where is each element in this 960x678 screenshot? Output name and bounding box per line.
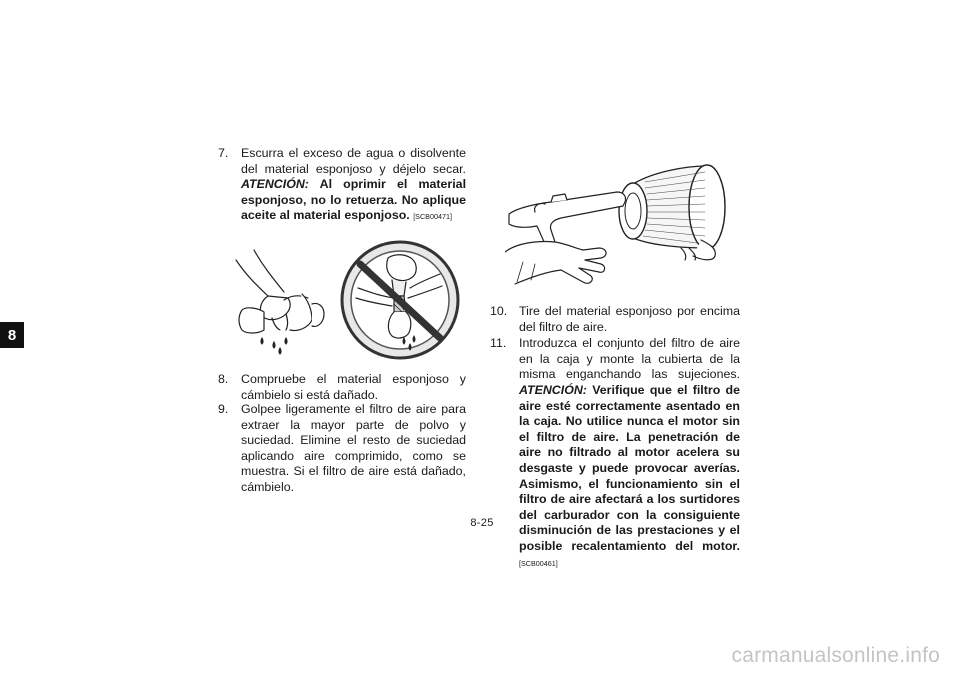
step-7	[218, 146, 466, 225]
step-10	[490, 304, 740, 335]
squeeze-hands-icon	[236, 250, 324, 354]
step-body	[519, 336, 740, 571]
step-body: Compruebe el material esponjoso y cámbielo si está dañado.	[241, 372, 466, 402]
warning-text: Al oprimir el material esponjoso, no lo retuerza. No aplique aceite al material esponjoso.	[241, 177, 467, 223]
warning-label: ATENCIÓN:	[241, 177, 309, 192]
step-number: 8.	[218, 372, 229, 386]
air-filter-cleaning-illustration	[505, 152, 745, 294]
step-number: 9.	[218, 402, 229, 416]
step-number: 11.	[490, 336, 507, 351]
chapter-tab: 8	[0, 322, 24, 348]
page-number: 8-25	[470, 517, 494, 529]
step-number: 7.	[218, 146, 229, 160]
step-text: Escurra el exceso de agua o disolvente del material esponjoso y déjelo secar.	[241, 146, 466, 176]
step-number: 10.	[490, 304, 508, 318]
warning-label: ATENCIÓN:	[519, 382, 587, 397]
step-body: Tire del material esponjoso por encima del filtro de aire.	[519, 304, 740, 334]
step-body: Golpee ligeramente el filtro de aire para extraer la mayor parte de polvo y suciedad. Elimine el resto de suciedad aplicando aire comprimido, como se muestra. Si el filtro de aire está dañado, cámbielo.	[241, 402, 466, 494]
warning-code: [SCB00471]	[413, 212, 452, 222]
right-column	[490, 304, 740, 571]
prohibited-wring-icon	[342, 242, 458, 358]
warning-code: [SCB00461]	[519, 558, 558, 568]
squeeze-sponge-illustration	[228, 238, 468, 368]
step-11	[490, 336, 740, 571]
left-column	[218, 146, 466, 225]
step-body	[241, 146, 466, 225]
warning-text: Verifique que el filtro de aire esté correctamente asentado en la caja. No utilice nunca el motor sin el filtro de aire. La penetración de aire no filtrado al motor acelera su desgaste y puede provocar averías. Asimismo, el funcionamiento sin el filtro de aire afectará a los surtidores del carburador con la consiguiente disminución de las prestaciones y el posible recalentamiento del motor.	[519, 382, 740, 553]
watermark: carmanualsonline.info	[731, 644, 940, 667]
warning	[519, 383, 740, 553]
air-filter-icon	[619, 165, 725, 249]
step-9	[218, 402, 466, 496]
step-text: Introduzca el conjunto del filtro de aire en la caja y monte la cubierta de la misma enganchando las sujeciones.	[519, 336, 740, 382]
step-8	[218, 372, 466, 403]
